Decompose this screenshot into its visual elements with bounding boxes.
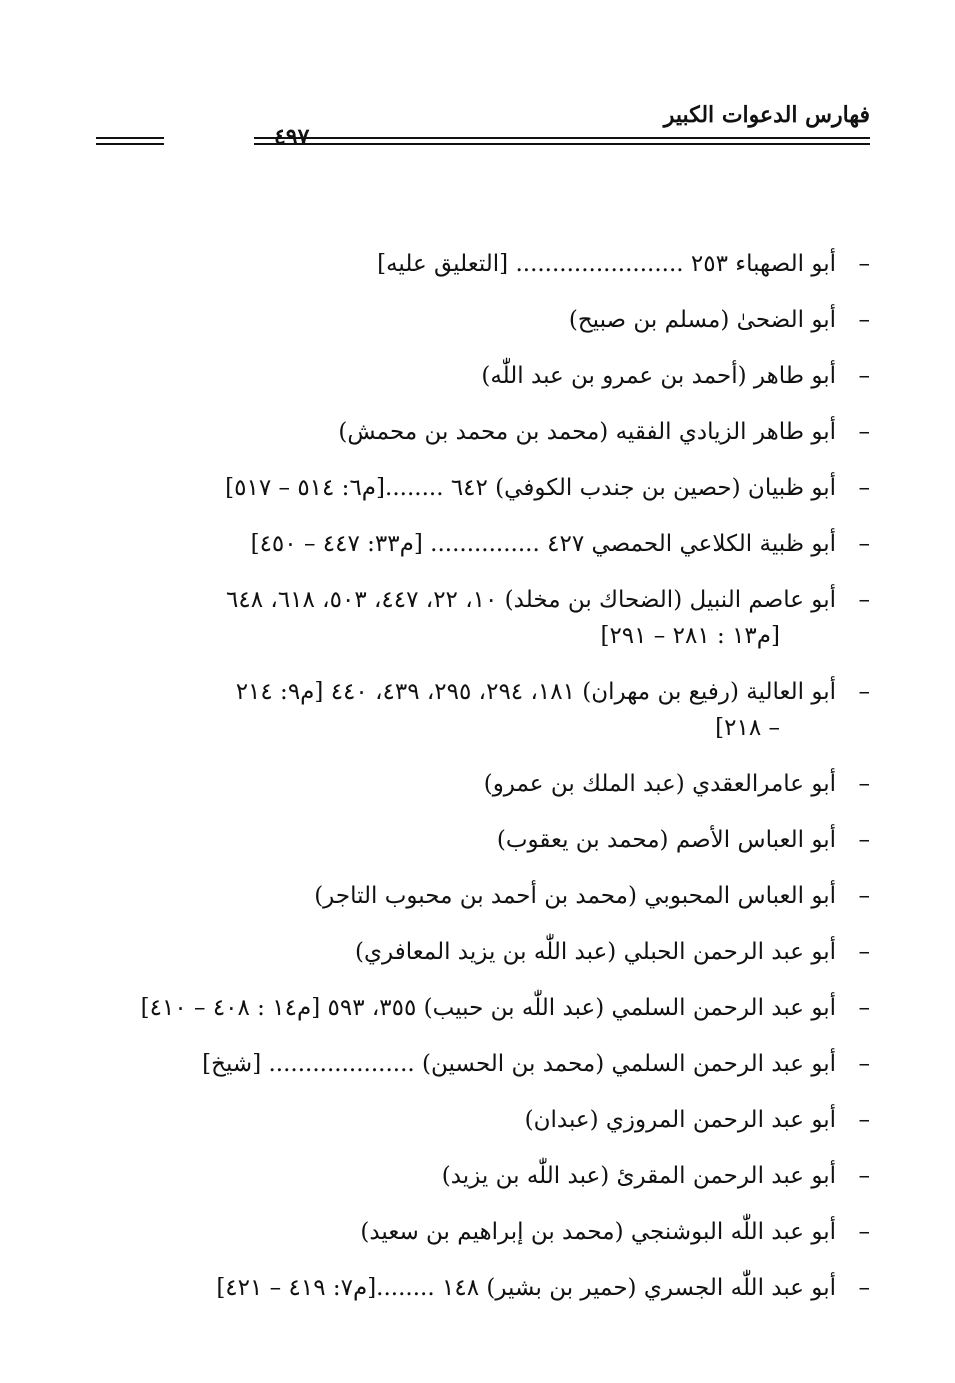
- index-entries: [96, 246, 870, 1326]
- entry-dash: –: [858, 995, 870, 1021]
- index-entry: [96, 470, 870, 506]
- entry-dash: –: [858, 883, 870, 909]
- entry-continuation: [م١٣ : ٢٨١ – ٢٩١]: [600, 623, 780, 649]
- index-entry: [96, 990, 870, 1026]
- index-entry: [96, 1158, 870, 1194]
- index-entry: [96, 934, 870, 970]
- index-entry: [96, 526, 870, 562]
- entry-dash: –: [858, 307, 870, 333]
- entry-text: أبو عاصم النبيل (الضحاك بن مخلد) ١٠، ٢٢، ٤٤٧، ٥٠٣، ٦١٨، ٦٤٨: [226, 587, 836, 613]
- entry-dash: –: [858, 1107, 870, 1133]
- index-entry: [96, 1214, 870, 1250]
- entry-text: أبو عبد الرحمن المروزي (عبدان): [524, 1107, 836, 1133]
- index-entry: [96, 582, 870, 654]
- index-entry: [96, 302, 870, 338]
- entry-dash: –: [858, 587, 870, 613]
- header-rule-left: [96, 137, 164, 145]
- entry-dash: –: [858, 1051, 870, 1077]
- index-entry: [96, 674, 870, 746]
- entry-text: أبو ظبيان (حصين بن جندب الكوفي) ٦٤٢ ........[م٦: ٥١٤ – ٥١٧]: [225, 475, 836, 501]
- entry-text: أبو عبد الرحمن السلمي (عبد اللّٰه بن حبيب) ٣٥٥، ٥٩٣ [م١٤ : ٤٠٨ – ٤١٠]: [140, 995, 836, 1021]
- entry-dash: –: [858, 419, 870, 445]
- index-entry: [96, 358, 870, 394]
- entry-dash: –: [858, 531, 870, 557]
- entry-continuation: – ٢١٨]: [715, 715, 780, 741]
- entry-text: أبو الصهباء ٢٥٣ ....................... [التعليق عليه]: [377, 251, 836, 277]
- page-header: [96, 100, 870, 160]
- index-entry: [96, 766, 870, 802]
- entry-text: أبو عبد الرحمن المقرئ (عبد اللّٰه بن يزيد): [441, 1163, 836, 1189]
- entry-text: أبو عامرالعقدي (عبد الملك بن عمرو): [483, 771, 836, 797]
- index-entry: [96, 1102, 870, 1138]
- index-entry: [96, 822, 870, 858]
- entry-text: أبو عبد اللّٰه الجسري (حمير بن بشير) ١٤٨ ........[م٧: ٤١٩ – ٤٢١]: [216, 1275, 836, 1301]
- entry-text: أبو عبد الرحمن الحبلي (عبد اللّٰه بن يزيد المعافري): [355, 939, 836, 965]
- entry-dash: –: [858, 363, 870, 389]
- entry-text: أبو الضحىٰ (مسلم بن صبيح): [568, 307, 836, 333]
- entry-dash: –: [858, 1275, 870, 1301]
- entry-text: أبو العباس المحبوبي (محمد بن أحمد بن محبوب التاجر): [314, 883, 836, 909]
- running-title: فهارس الدعوات الكبير: [663, 102, 870, 128]
- entry-text: أبو العباس الأصم (محمد بن يعقوب): [496, 827, 836, 853]
- entry-text: أبو عبد الرحمن السلمي (محمد بن الحسين) .................... [شيخ]: [202, 1051, 836, 1077]
- entry-text: أبو طاهر (أحمد بن عمرو بن عبد اللّٰه): [481, 363, 836, 389]
- entry-dash: –: [858, 475, 870, 501]
- entry-dash: –: [858, 939, 870, 965]
- entry-text: أبو ظبية الكلاعي الحمصي ٤٢٧ ............... [م٣٣: ٤٤٧ – ٤٥٠]: [250, 531, 836, 557]
- entry-text: أبو عبد اللّٰه البوشنجي (محمد بن إبراهيم بن سعيد): [360, 1219, 836, 1245]
- entry-dash: –: [858, 1163, 870, 1189]
- entry-text: أبو العالية (رفيع بن مهران) ١٨١، ٢٩٤، ٢٩٥، ٤٣٩، ٤٤٠ [م٩: ٢١٤: [235, 679, 836, 705]
- header-rule-right: [254, 137, 870, 145]
- index-entry: [96, 246, 870, 282]
- entry-dash: –: [858, 1219, 870, 1245]
- entry-dash: –: [858, 771, 870, 797]
- index-entry: [96, 1270, 870, 1306]
- entry-text: أبو طاهر الزيادي الفقيه (محمد بن محمد بن محمش): [338, 419, 836, 445]
- entry-dash: –: [858, 827, 870, 853]
- index-entry: [96, 878, 870, 914]
- index-entry: [96, 1046, 870, 1082]
- entry-dash: –: [858, 251, 870, 277]
- index-entry: [96, 414, 870, 450]
- page-number: ٤٩٧: [274, 124, 310, 150]
- entry-dash: –: [858, 679, 870, 705]
